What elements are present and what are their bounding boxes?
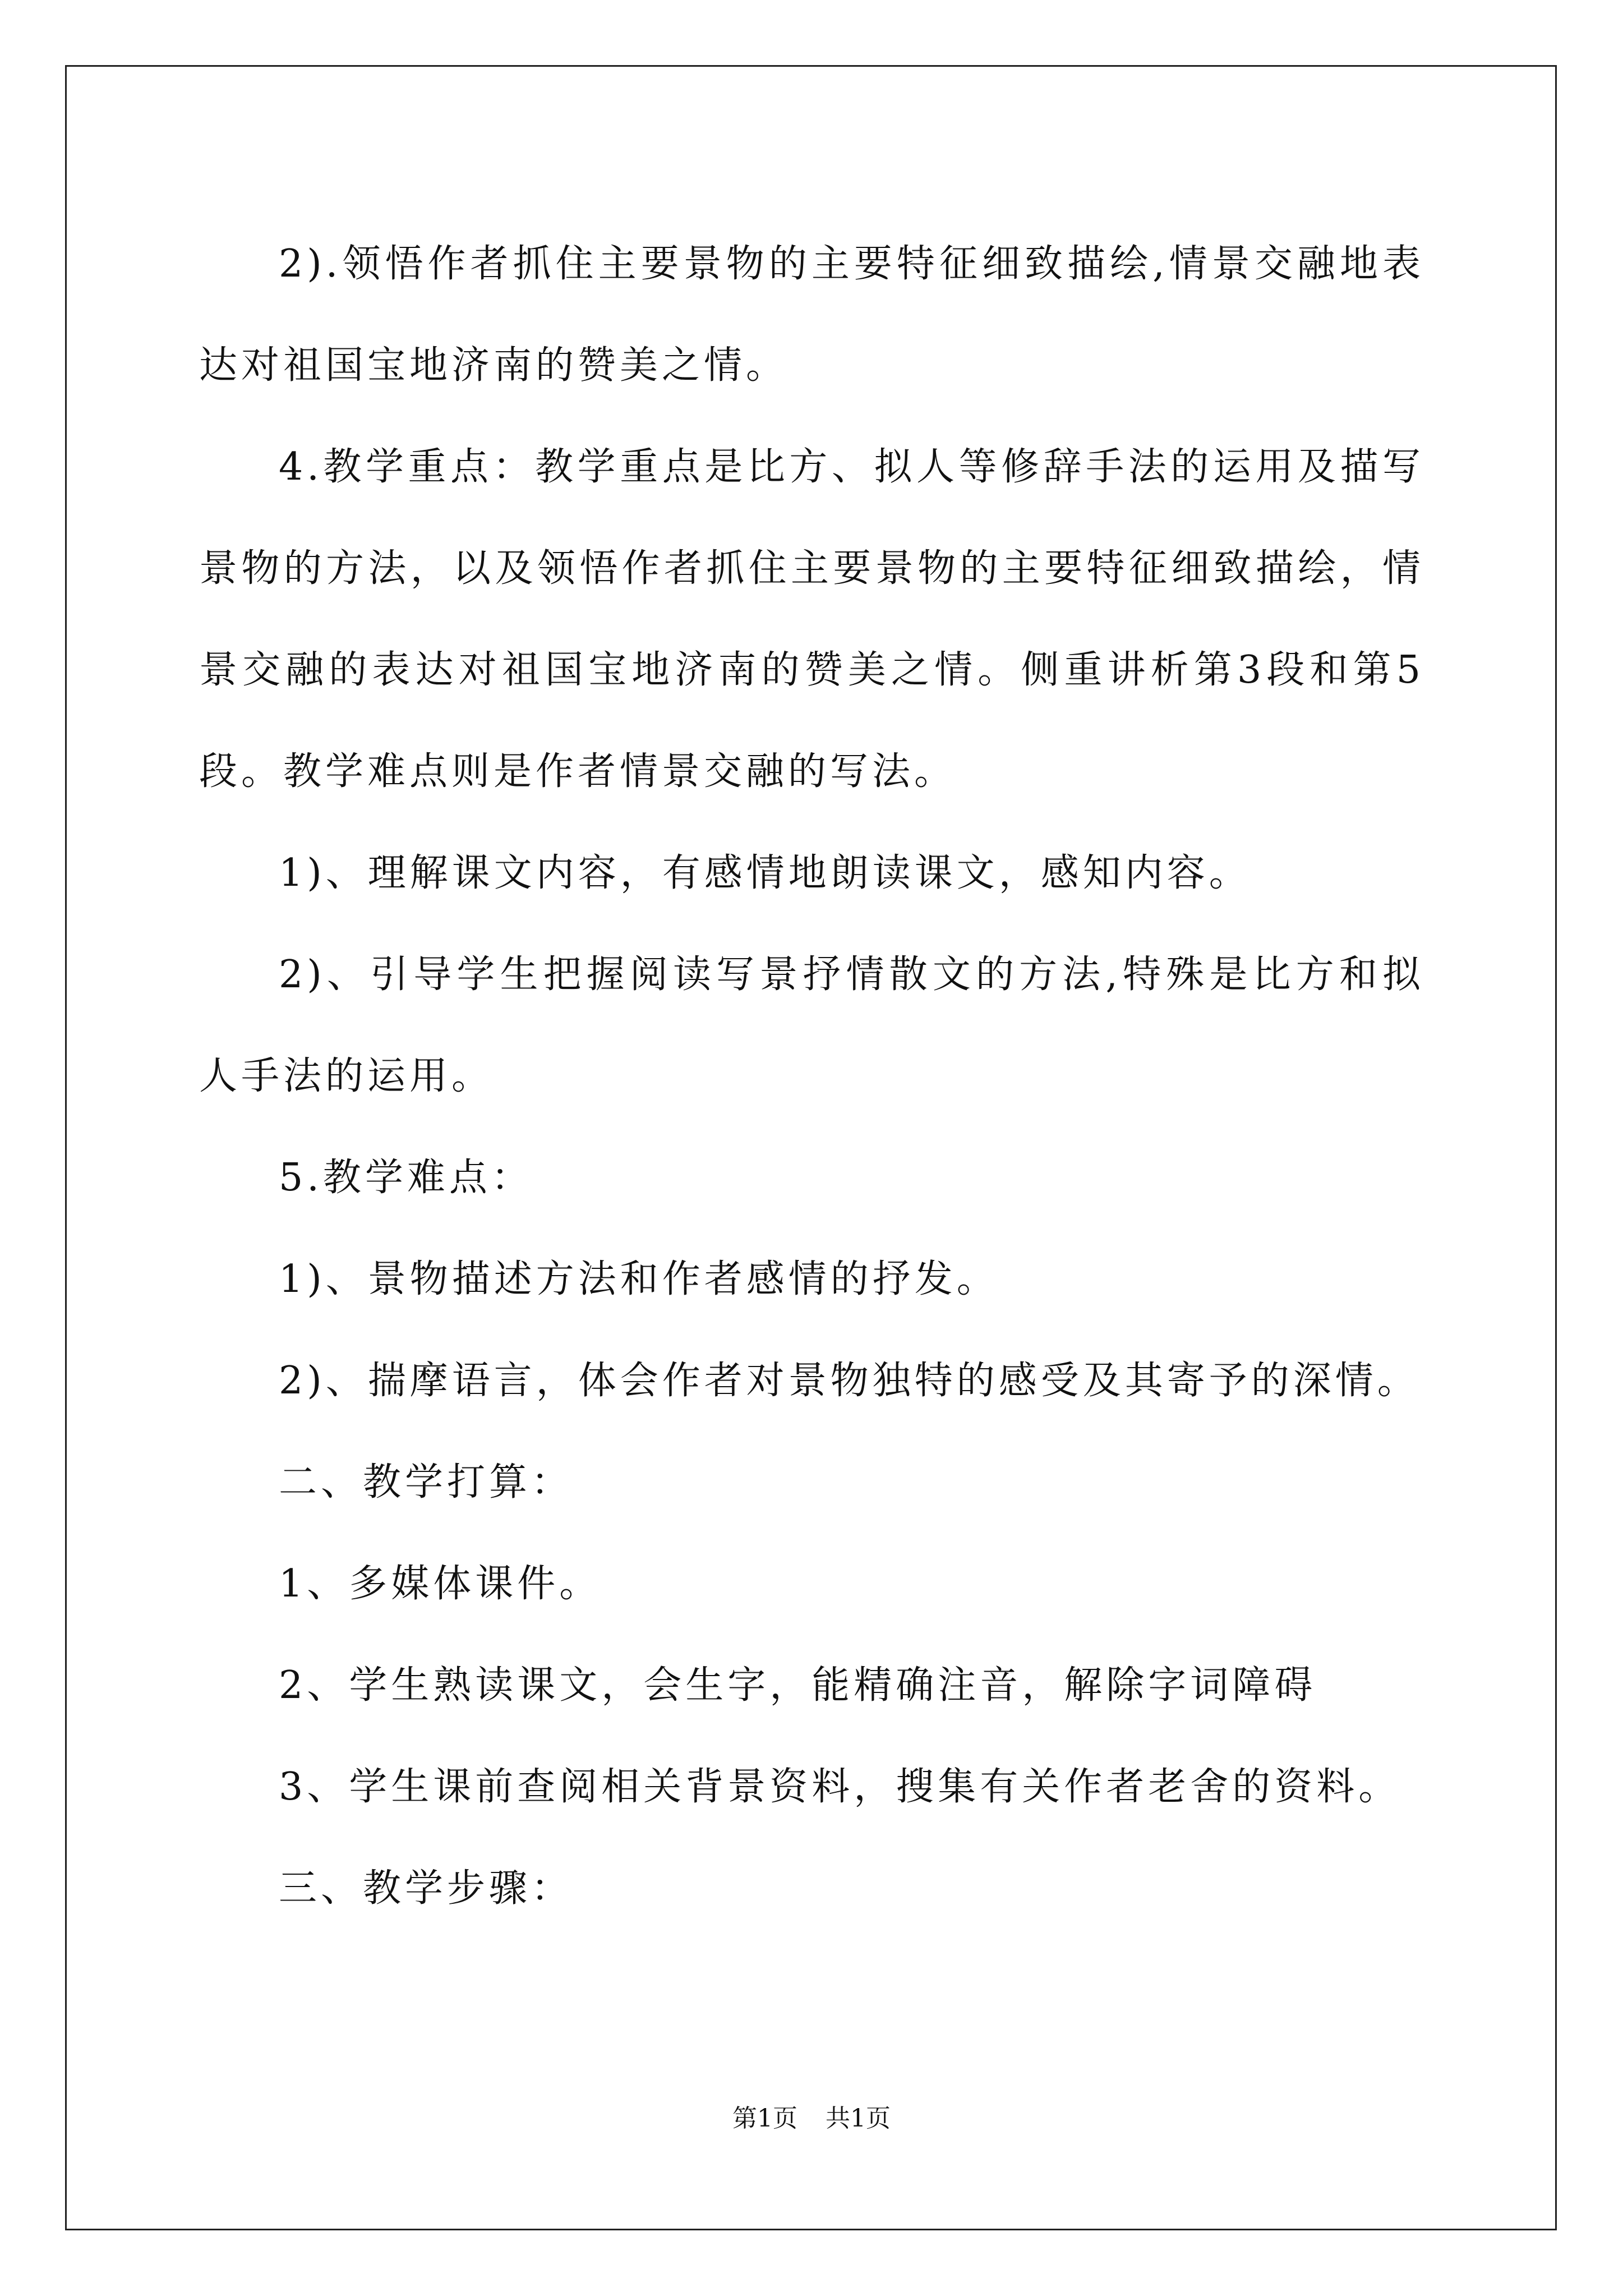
- paragraph: 5.教学难点：: [279, 1156, 533, 1200]
- paragraph: 2、学生熟读课文，会生字，能精确注音，解除字词障碍: [279, 1663, 1317, 1708]
- paragraph: 4.教学重点：教学重点是比方、拟人等修辞手法的运用及描写景物的方法，以及领悟作者抓住主要景物的主要特征细致描绘，情景交融的表达对祖国宝地济南的赞美之情。侧重讲析第3段和第5段。教学难点则是作者情景交融的写法。: [199, 445, 1424, 794]
- page-number: 第1页: [732, 2104, 797, 2133]
- paragraph: 2)、揣摩语言，体会作者对景物独特的感受及其寄予的深情。: [279, 1359, 1419, 1403]
- page-footer: [0, 2098, 1623, 2134]
- paragraph: 三、教学步骤：: [279, 1866, 574, 1911]
- page-total: 共1页: [826, 2104, 891, 2133]
- paragraph: 1)、景物描述方法和作者感情的抒发。: [279, 1257, 999, 1301]
- paragraph: 1)、理解课文内容，有感情地朗读课文，感知内容。: [279, 851, 1251, 895]
- document-body: [199, 213, 1424, 1939]
- paragraph: 2).领悟作者抓住主要景物的主要特征细致描绘,情景交融地表达对祖国宝地济南的赞美之情。: [199, 242, 1424, 388]
- paragraph: 二、教学打算：: [279, 1460, 574, 1504]
- paragraph: 3、学生课前查阅相关背景资料，搜集有关作者老舍的资料。: [279, 1765, 1401, 1809]
- paragraph: 2)、引导学生把握阅读写景抒情散文的方法,特殊是比方和拟人手法的运用。: [199, 953, 1424, 1098]
- paragraph: 1、多媒体课件。: [279, 1562, 602, 1606]
